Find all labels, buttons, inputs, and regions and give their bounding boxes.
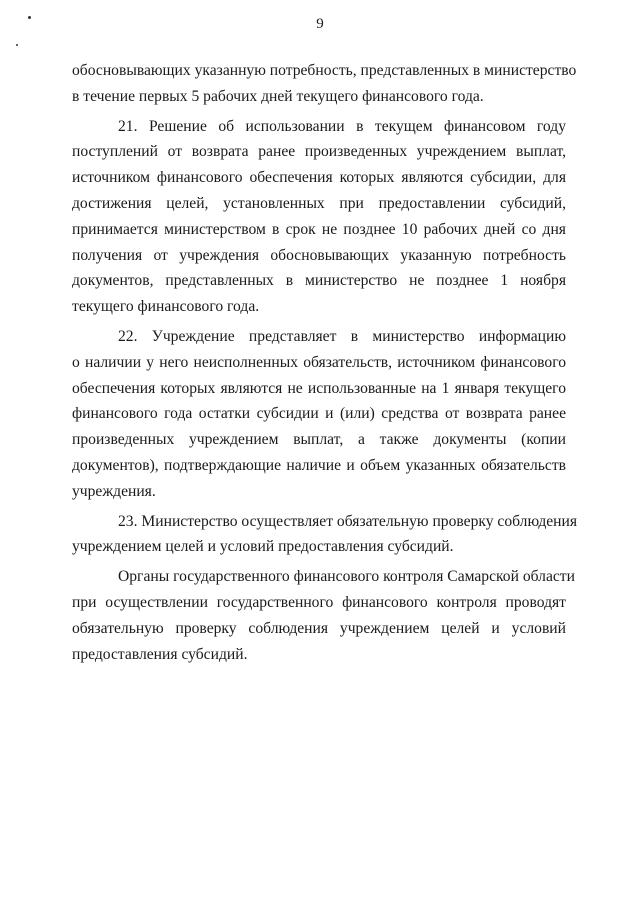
- text-line: 21. Решение об использовании в текущем финансовом году: [118, 117, 566, 135]
- text-line: достижения целей, установленных при предоставлении субсидий,: [72, 194, 566, 212]
- page-number: 9: [316, 16, 324, 32]
- text-line: принимается министерством в срок не позднее 10 рабочих дней со дня: [72, 220, 566, 238]
- paragraph: [72, 564, 575, 667]
- document-body: [72, 58, 578, 671]
- text-line: поступлений от возврата ранее произведенных учреждением выплат,: [72, 143, 566, 161]
- text-line: при осуществлении государственного финансового контроля проводят: [72, 593, 566, 611]
- text-line: учреждения.: [72, 482, 156, 500]
- text-line: Органы государственного финансового контроля Самарской области: [118, 568, 575, 586]
- text-line: 23. Министерство осуществляет обязательную проверку соблюдения: [118, 512, 578, 530]
- text-line: о наличии у него неисполненных обязательств, источником финансового: [72, 353, 566, 371]
- text-line: обосновывающих указанную потребность, представленных в министерство: [72, 62, 577, 79]
- text-line: документов), подтверждающие наличие и объем указанных обязательств: [72, 456, 566, 474]
- text-line: 22. Учреждение представляет в министерство информацию: [118, 327, 566, 345]
- paragraph: [72, 114, 566, 320]
- text-line: обеспечения которых являются не использованные на 1 января текущего: [72, 379, 566, 397]
- text-line: документов, представленных в министерство не позднее 1 ноября: [72, 272, 566, 290]
- text-line: финансового года остатки субсидии и (или) средства от возврата ранее: [72, 405, 566, 423]
- paragraph: [72, 324, 566, 505]
- text-line: обязательную проверку соблюдения учреждением целей и условий: [72, 619, 566, 637]
- scan-speck: [16, 44, 18, 46]
- text-line: учреждением целей и условий предоставления субсидий.: [72, 538, 454, 556]
- paragraph: [72, 58, 577, 110]
- text-line: текущего финансового года.: [72, 298, 260, 316]
- text-line: в течение первых 5 рабочих дней текущего финансового года.: [72, 87, 484, 105]
- text-line: предоставления субсидий.: [72, 645, 248, 663]
- paragraph: [72, 509, 578, 561]
- scan-speck: [28, 16, 31, 19]
- text-line: получения от учреждения обосновывающих указанную потребность: [72, 246, 566, 264]
- text-line: источником финансового обеспечения которых являются субсидии, для: [72, 169, 566, 187]
- text-line: произведенных учреждением выплат, а также документы (копии: [72, 431, 566, 449]
